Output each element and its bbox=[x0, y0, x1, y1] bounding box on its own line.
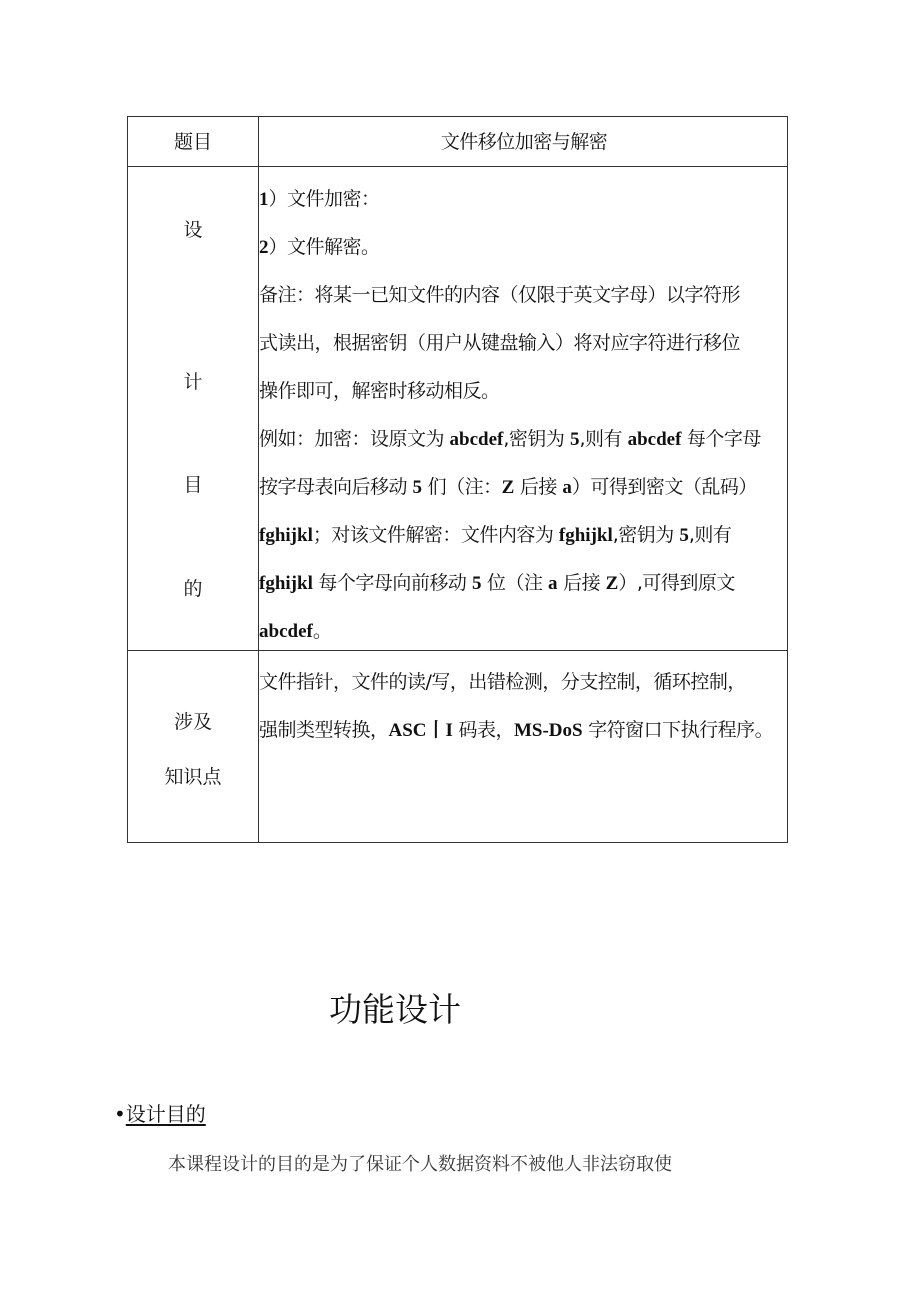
text-segment: ,密钥为 bbox=[503, 428, 570, 450]
text-segment: 每个字母向前移动 bbox=[312, 572, 472, 594]
text-segment: ）文件加密： bbox=[268, 188, 380, 210]
text-segment: abcdef bbox=[449, 429, 504, 450]
text-segment: ）可得到密文（乱码） bbox=[571, 476, 757, 498]
text-line bbox=[259, 511, 789, 559]
text-segment: abcdef bbox=[627, 429, 682, 450]
design-purpose-content bbox=[259, 175, 789, 655]
bullet-heading bbox=[114, 1100, 206, 1128]
table-row-divider bbox=[128, 166, 787, 167]
knowledge-points-content bbox=[259, 658, 789, 754]
text-segment: ）文件解密。 bbox=[268, 236, 380, 258]
text-segment: 每个字母 bbox=[681, 428, 761, 450]
text-line bbox=[259, 706, 789, 754]
text-segment: 式读出，根据密钥（用户从键盘输入）将对应字符进行移位 bbox=[259, 332, 741, 354]
text-line bbox=[259, 415, 789, 463]
knowledge-points-label-line: 涉及 bbox=[173, 711, 212, 733]
info-table bbox=[127, 116, 788, 843]
topic-value: 文件移位加密与解密 bbox=[440, 131, 608, 153]
text-line bbox=[259, 658, 789, 706]
text-segment: 5 bbox=[412, 477, 423, 498]
text-segment: ,则有 bbox=[579, 428, 628, 450]
text-segment: fghijkl bbox=[558, 525, 613, 546]
text-line bbox=[259, 175, 789, 223]
text-segment: 后接 bbox=[514, 476, 563, 498]
text-segment: 们（注： bbox=[422, 476, 502, 498]
text-segment: 码表， bbox=[452, 719, 514, 741]
text-segment: ）,可得到原文 bbox=[618, 572, 735, 594]
design-purpose-label-char: 设 bbox=[183, 219, 203, 241]
text-segment: fghijkl bbox=[259, 573, 313, 594]
text-segment: 强制类型转换， bbox=[259, 719, 389, 741]
text-segment: 5 bbox=[679, 525, 689, 546]
text-segment: 位（注 bbox=[481, 572, 549, 594]
text-line bbox=[259, 271, 789, 319]
section-title: 功能设计 bbox=[329, 990, 461, 1029]
text-segment: 备注：将某一已知文件的内容（仅限于英文字母）以字符形 bbox=[259, 284, 741, 306]
design-purpose-label-char: 计 bbox=[183, 371, 203, 393]
text-segment: ASC丨I bbox=[388, 720, 453, 741]
body-paragraph: 本课程设计的目的是为了保证个人数据资料不被他人非法窃取使 bbox=[168, 1154, 672, 1175]
text-segment: 2 bbox=[259, 237, 269, 258]
bullet-marker: • bbox=[114, 1102, 126, 1126]
text-segment: Z bbox=[501, 477, 515, 498]
text-segment: 。 bbox=[312, 620, 332, 642]
text-segment: 1 bbox=[259, 189, 269, 210]
topic-label: 题目 bbox=[173, 131, 212, 153]
text-line bbox=[259, 463, 789, 511]
text-segment: ,则有 bbox=[688, 524, 732, 546]
text-line bbox=[259, 367, 789, 415]
text-segment: 5 bbox=[569, 429, 580, 450]
knowledge-points-label-line: 知识点 bbox=[164, 766, 222, 788]
text-segment: fghijkl bbox=[259, 525, 313, 546]
text-segment: abcdef bbox=[259, 621, 313, 642]
text-segment: 例如：加密：设原文为 bbox=[259, 428, 450, 450]
text-segment: a bbox=[562, 477, 572, 498]
text-segment: Z bbox=[605, 573, 619, 594]
text-segment: 5 bbox=[471, 573, 482, 594]
text-segment: 操作即可，解密时移动相反。 bbox=[259, 380, 500, 402]
text-segment: 文件指针，文件的读/写，出错检测，分支控制，循环控制， bbox=[259, 671, 746, 693]
text-segment: ,密钥为 bbox=[612, 524, 680, 546]
text-segment: MS-DoS bbox=[513, 720, 583, 741]
text-segment: 字符窗口下执行程序。 bbox=[582, 719, 774, 741]
text-line bbox=[259, 559, 789, 607]
text-line bbox=[259, 223, 789, 271]
text-line bbox=[259, 607, 789, 655]
design-purpose-label-char: 目 bbox=[183, 474, 203, 496]
bullet-heading-text: 设计目的 bbox=[125, 1102, 206, 1126]
design-purpose-label-char: 的 bbox=[183, 578, 203, 600]
text-segment: ；对该文件解密：文件内容为 bbox=[312, 524, 559, 546]
text-segment: 按字母表向后移动 bbox=[259, 476, 413, 498]
text-segment: a bbox=[548, 573, 558, 594]
text-line bbox=[259, 319, 789, 367]
text-segment: 后接 bbox=[557, 572, 606, 594]
